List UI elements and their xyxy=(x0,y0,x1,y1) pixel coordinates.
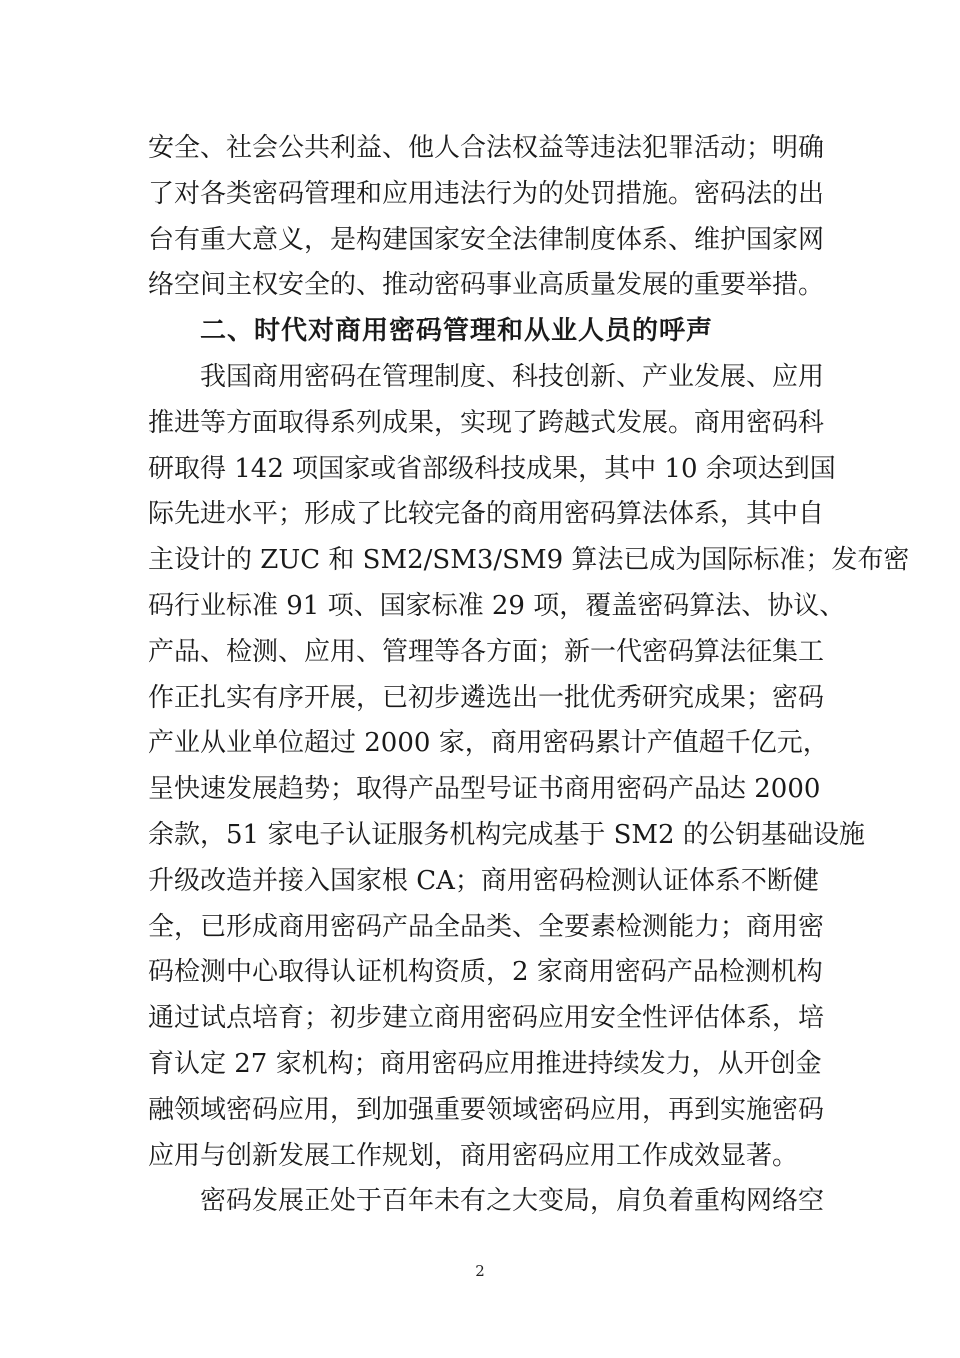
text-line: 台有重大意义，是构建国家安全法律制度体系、维护国家网 xyxy=(148,224,825,255)
text-line: 络空间主权安全的、推动密码事业高质量发展的重要举措。 xyxy=(148,270,825,301)
text-line: 我国商用密码在管理制度、科技创新、产业发展、应用 xyxy=(200,361,825,392)
page-body xyxy=(148,126,910,1225)
text-line: 升级改造并接入国家根 CA；商用密码检测认证体系不断健 xyxy=(148,865,819,896)
paragraph-achievements xyxy=(148,355,910,1179)
section-heading: 二、时代对商用密码管理和从业人员的呼声 xyxy=(200,316,714,347)
text-line: 码行业标准 91 项、国家标准 29 项，覆盖密码算法、协议、 xyxy=(148,590,846,621)
text-line: 码检测中心取得认证机构资质，2 家商用密码产品检测机构 xyxy=(148,957,823,988)
text-line: 应用与创新发展工作规划，商用密码应用工作成效显著。 xyxy=(148,1140,799,1171)
text-line: 作正扎实有序开展，已初步遴选出一批优秀研究成果；密码 xyxy=(148,682,825,713)
text-line: 融领域密码应用，到加强重要领域密码应用，再到实施密码 xyxy=(148,1094,825,1125)
text-line: 通过试点培育；初步建立商用密码应用安全性评估体系，培 xyxy=(148,1003,825,1034)
text-line: 产业从业单位超过 2000 家，商用密码累计产值超千亿元， xyxy=(148,728,829,759)
text-line: 主设计的 ZUC 和 SM2/SM3/SM9 算法已成为国际标准；发布密 xyxy=(148,545,910,576)
text-line: 余款，51 家电子认证服务机构完成基于 SM2 的公钥基础设施 xyxy=(148,819,865,850)
text-line: 产品、检测、应用、管理等各方面；新一代密码算法征集工 xyxy=(148,636,825,667)
page-number: 2 xyxy=(475,1262,485,1280)
paragraph-continuation xyxy=(148,126,825,309)
text-line: 了对各类密码管理和应用违法行为的处罚措施。密码法的出 xyxy=(148,178,825,209)
text-line: 呈快速发展趋势；取得产品型号证书商用密码产品达 2000 xyxy=(148,774,821,805)
text-line: 际先进水平；形成了比较完备的商用密码算法体系，其中自 xyxy=(148,499,825,530)
text-line: 安全、社会公共利益、他人合法权益等违法犯罪活动；明确 xyxy=(148,133,825,163)
text-line: 推进等方面取得系列成果，实现了跨越式发展。商用密码科 xyxy=(148,407,825,438)
text-line: 育认定 27 家机构；商用密码应用推进持续发力，从开创金 xyxy=(148,1048,822,1079)
text-line: 研取得 142 项国家或省部级科技成果，其中 10 余项达到国 xyxy=(148,453,836,484)
paragraph-outlook xyxy=(148,1179,825,1225)
text-line: 密码发展正处于百年未有之大变局，肩负着重构网络空 xyxy=(200,1186,825,1217)
text-line: 全，已形成商用密码产品全品类、全要素检测能力；商用密 xyxy=(148,911,825,942)
